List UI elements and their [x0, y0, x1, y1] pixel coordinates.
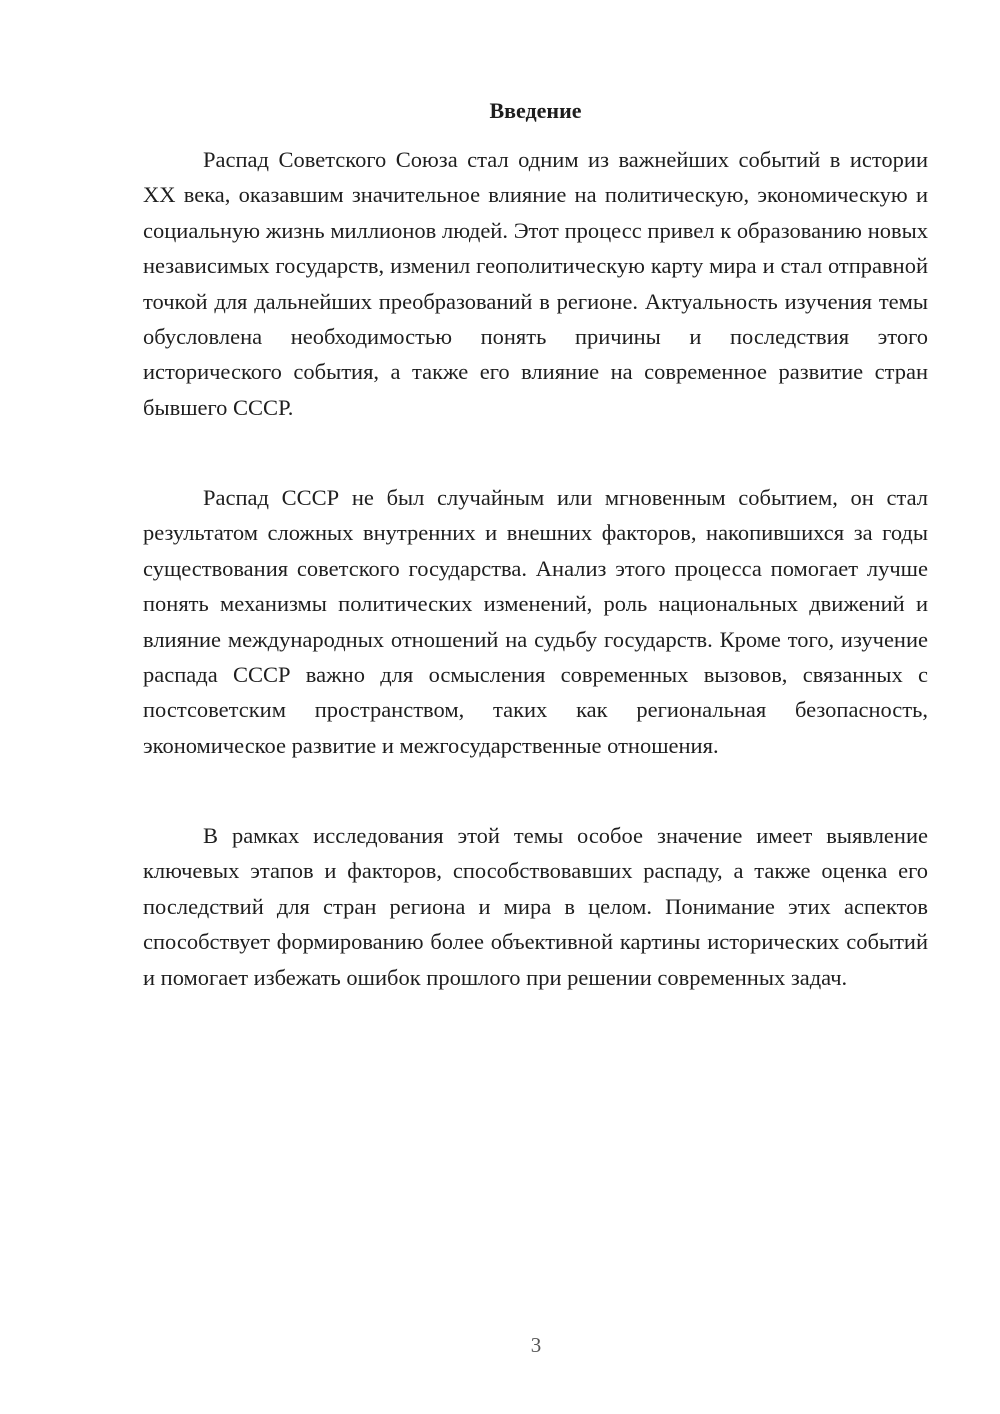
paragraph-3: В рамках исследования этой темы особое значение имеет выявление ключевых этапов и факторов, способствовавших распаду, а также оценка его последствий для стран региона и мира в целом. Понимание этих аспектов способствует формированию более объективной картины исторических событий и помогает избежать ошибок прошлого при решении современных задач.: [143, 823, 928, 990]
page-number: 3: [530, 1333, 542, 1357]
page-title: Введение: [489, 98, 582, 123]
paragraph-1: Распад Советского Союза стал одним из важнейших событий в истории XX века, оказавшим значительное влияние на политическую, экономическую и социальную жизнь миллионов людей. Этот процесс привел к образованию новых независимых государств, изменил геополитическую карту мира и стал отправной точкой для дальнейших преобразований в регионе. Актуальность изучения темы обусловлена необходимостью понять причины и последствия этого исторического события, а также его влияние на современное развитие стран бывшего СССР.: [143, 147, 928, 420]
paragraph-2: Распад СССР не был случайным или мгновенным событием, он стал результатом сложных внутренних и внешних факторов, накопившихся за годы существования советского государства. Анализ этого процесса помогает лучше понять механизмы политических изменений, роль национальных движений и влияние международных отношений на судьбу государств. Кроме того, изучение распада СССР важно для осмысления современных вызовов, связанных с постсоветским пространством, таких как региональная безопасность, экономическое развитие и межгосударственные отношения.: [143, 485, 928, 758]
